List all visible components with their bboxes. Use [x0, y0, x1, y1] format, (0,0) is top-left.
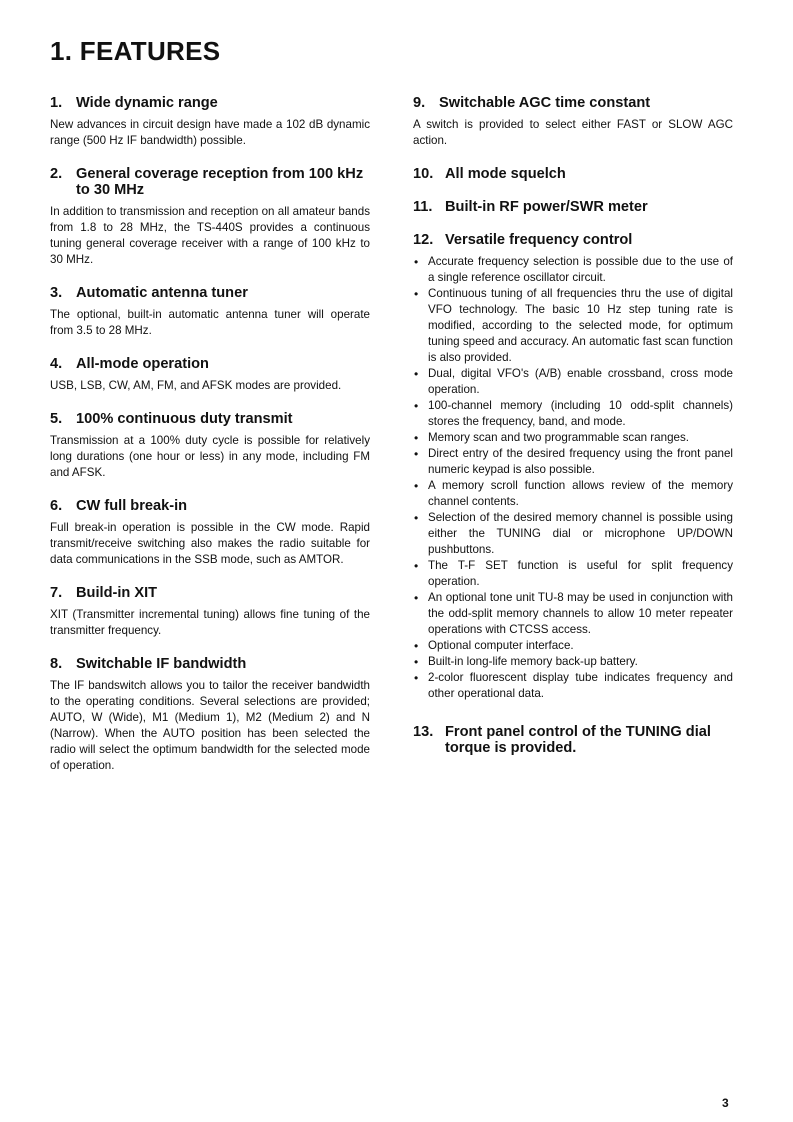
bullet-item: • Continuous tuning of all frequencies thru the use of digital VFO technology. The basic 10 Hz step tuning rate is modified, according to the selected mode, for optimum tuning speed and accuracy. An automatic fast scan function is also provided.	[413, 286, 733, 366]
feature-heading	[413, 166, 733, 182]
feature-1	[50, 95, 370, 149]
feature-number: 13.	[413, 724, 434, 740]
feature-heading	[50, 498, 370, 514]
feature-body: XIT (Transmitter incremental tuning) allows fine tuning of the transmitter frequency.	[50, 608, 370, 637]
feature-11	[413, 199, 733, 215]
feature-title: General coverage reception from 100 kHz to 30 MHz	[76, 166, 364, 198]
feature-heading	[50, 585, 370, 601]
feature-body: New advances in circuit design have made a 102 dB dynamic range (500 Hz IF bandwidth) possible.	[50, 118, 370, 147]
feature-heading	[413, 724, 733, 756]
feature-number: 12.	[413, 232, 434, 248]
feature-body: USB, LSB, CW, AM, FM, and AFSK modes are provided.	[50, 379, 342, 392]
bullet-item: • A memory scroll function allows review of the memory channel contents.	[413, 478, 733, 510]
feature-9	[413, 95, 733, 149]
feature-number: 11.	[413, 199, 433, 215]
bullet-item: • An optional tone unit TU-8 may be used in conjunction with the odd-split memory channels to allow 10 meter repeater operations with CTCSS access.	[413, 590, 733, 638]
feature-title: Switchable AGC time constant	[439, 95, 651, 111]
feature-body: Full break-in operation is possible in the CW mode. Rapid transmit/receive switching also makes the radio suitable for data communications in the SSB mode, such as AMTOR.	[50, 521, 370, 566]
feature-body: A switch is provided to select either FAST or SLOW AGC action.	[413, 118, 733, 147]
feature-6	[50, 498, 370, 568]
feature-title: Built-in RF power/SWR meter	[445, 199, 648, 215]
feature-heading	[413, 95, 733, 111]
feature-title: Front panel control of the TUNING dial torque is provided.	[445, 724, 711, 756]
feature-title: Versatile frequency control	[445, 232, 633, 248]
feature-5	[50, 411, 370, 481]
feature-number: 6.	[50, 498, 63, 514]
feature-13	[413, 724, 733, 756]
feature-2	[50, 166, 370, 268]
feature-heading	[50, 411, 370, 427]
feature-number: 7.	[50, 585, 63, 601]
feature-title: CW full break-in	[76, 498, 188, 514]
bullet-item: • Dual, digital VFO's (A/B) enable crossband, cross mode operation.	[413, 366, 733, 398]
feature-title: Switchable IF bandwidth	[76, 656, 247, 672]
left-column	[50, 95, 370, 791]
feature-title: Wide dynamic range	[76, 95, 218, 111]
bullet-item: • Accurate frequency selection is possible due to the use of a single reference oscillator circuit.	[413, 254, 733, 286]
feature-12-bullet-list	[413, 254, 733, 702]
feature-3	[50, 285, 370, 339]
feature-heading	[50, 166, 370, 198]
feature-heading	[413, 232, 733, 248]
feature-title: Build-in XIT	[76, 585, 158, 601]
feature-number: 5.	[50, 411, 63, 427]
bullet-item: • 2-color fluorescent display tube indicates frequency and other operational data.	[413, 670, 733, 702]
bullet-item: • Selection of the desired memory channel is possible using either the TUNING dial or microphone UP/DOWN pushbuttons.	[413, 510, 733, 558]
feature-number: 1.	[50, 95, 63, 111]
bullet-item: • 100-channel memory (including 10 odd-split channels) stores the frequency, band, and mode.	[413, 398, 733, 430]
bullet-item: • Built-in long-life memory back-up battery.	[413, 654, 733, 670]
feature-body: The optional, built-in automatic antenna tuner will operate from 3.5 to 28 MHz.	[50, 308, 370, 337]
feature-8	[50, 656, 370, 774]
feature-heading	[50, 656, 370, 672]
page-title: 1. FEATURES	[50, 36, 221, 66]
feature-number: 10.	[413, 166, 434, 182]
feature-heading	[50, 356, 370, 372]
feature-body: In addition to transmission and reception on all amateur bands from 1.8 to 28 MHz, the TS-440S provides a continuous tuning general coverage receiver with a range of 100 kHz to 30 MHz.	[50, 205, 370, 266]
feature-heading	[413, 199, 733, 215]
feature-title: Automatic antenna tuner	[76, 285, 248, 301]
feature-number: 4.	[50, 356, 63, 372]
right-column	[413, 95, 733, 773]
feature-title: All mode squelch	[445, 166, 566, 182]
feature-7	[50, 585, 370, 639]
feature-body: The IF bandswitch allows you to tailor the receiver bandwidth to the operating conditions. Several selections are provided; AUTO, W (Wide), M1 (Medium 1), M2 (Medium 2) and N (Narrow). When the AUTO position has been selected the radio will select the optimum bandwidth for the selected mode of operation.	[50, 679, 370, 772]
feature-number: 8.	[50, 656, 63, 672]
bullet-item: • Optional computer interface.	[413, 638, 733, 654]
bullet-item: • The T-F SET function is useful for split frequency operation.	[413, 558, 733, 590]
feature-number: 2.	[50, 166, 63, 182]
bullet-item: • Direct entry of the desired frequency using the front panel numeric keypad is also possible.	[413, 446, 733, 478]
feature-10	[413, 166, 733, 182]
page-number: 3	[722, 1096, 729, 1110]
feature-title: 100% continuous duty transmit	[76, 411, 293, 427]
feature-body: Transmission at a 100% duty cycle is possible for relatively long durations (one hour or less) in any mode, including FM and AFSK.	[50, 434, 370, 479]
feature-title: All-mode operation	[76, 356, 209, 372]
feature-heading	[50, 95, 370, 111]
feature-4	[50, 356, 370, 394]
feature-heading	[50, 285, 370, 301]
feature-number: 9.	[413, 95, 426, 111]
feature-number: 3.	[50, 285, 63, 301]
feature-12	[413, 232, 733, 702]
bullet-item: • Memory scan and two programmable scan ranges.	[413, 430, 733, 446]
